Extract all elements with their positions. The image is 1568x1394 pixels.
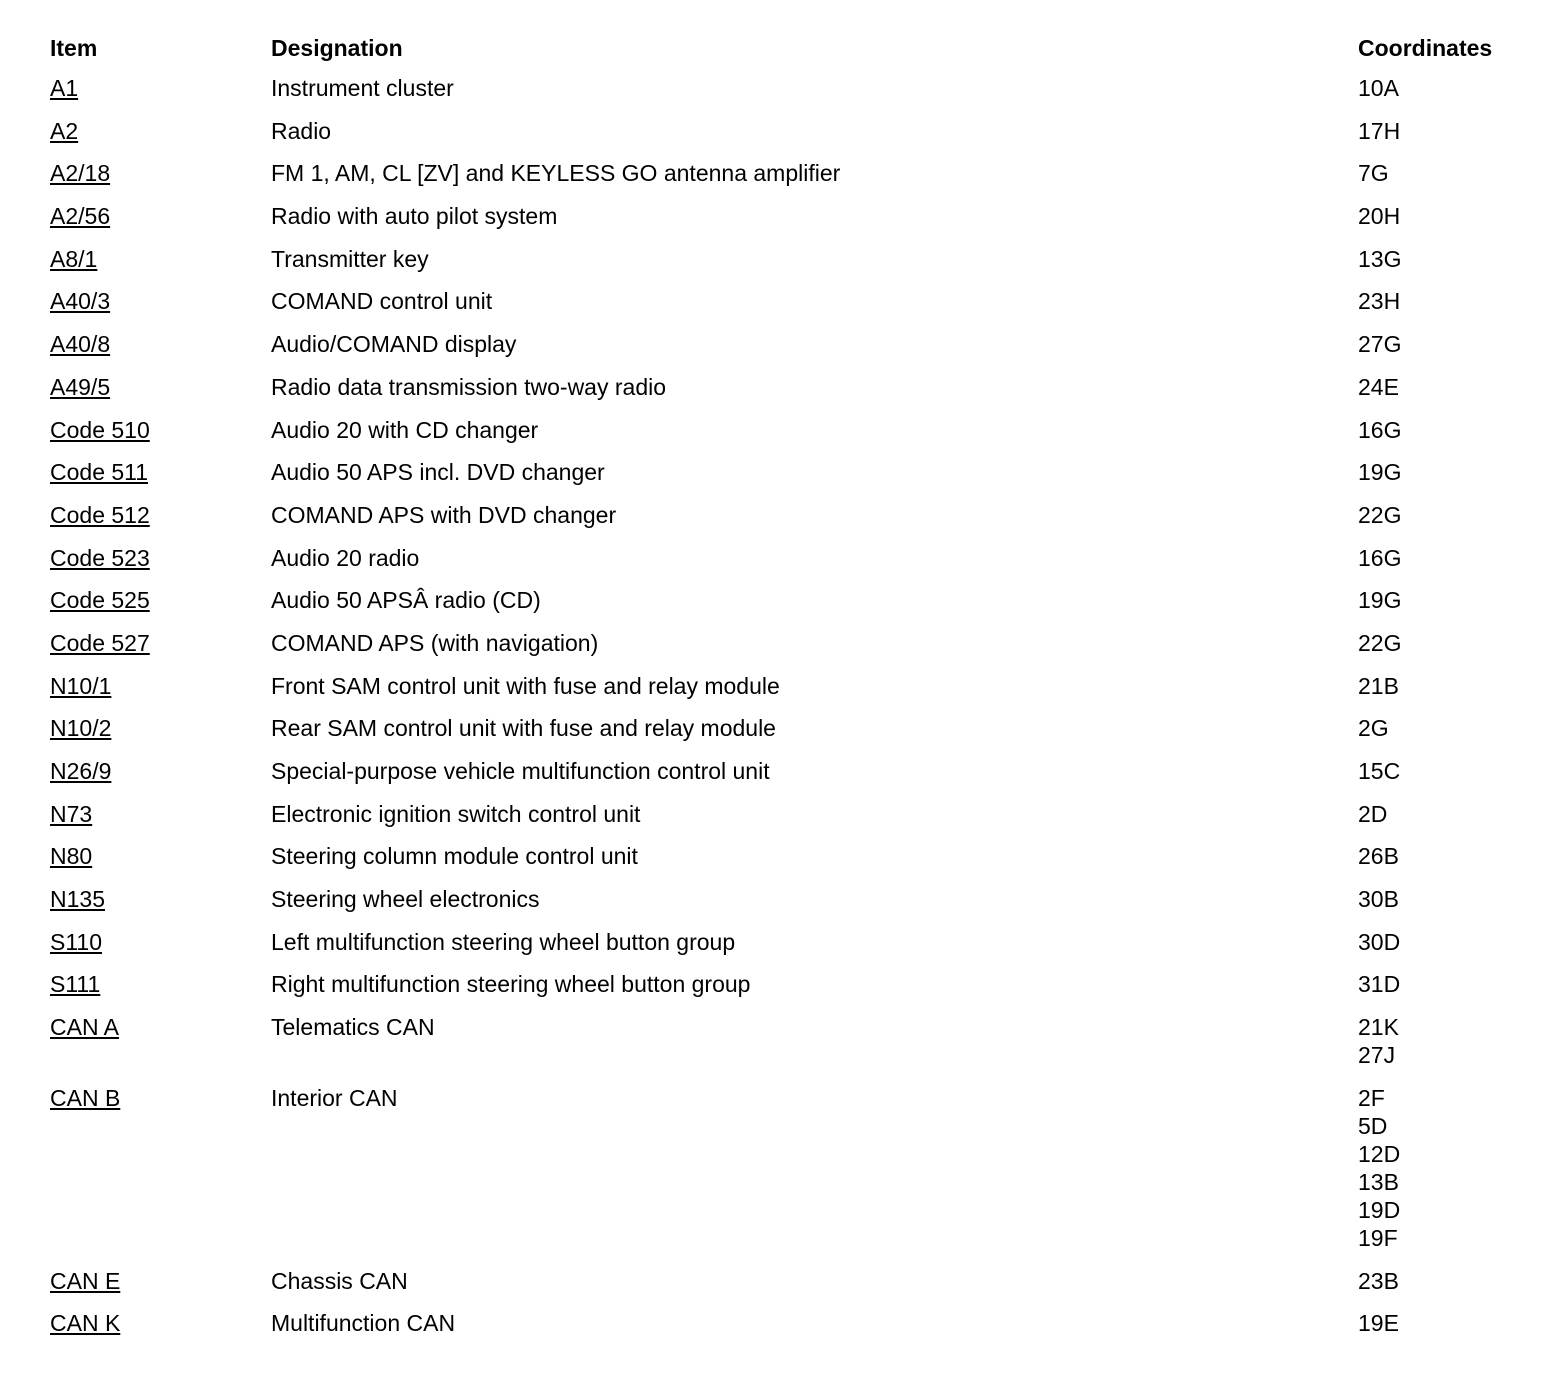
table-row: [50, 1009, 1550, 1080]
table-row: [50, 625, 1550, 668]
designation-cell: Audio 50 APS incl. DVD changer: [271, 459, 605, 486]
coordinate-value: 23H: [1358, 288, 1401, 315]
coordinates-cell: [1358, 800, 1550, 828]
item-cell: [50, 586, 271, 614]
table-row: [50, 1080, 1550, 1263]
item-link[interactable]: A49/5: [50, 373, 111, 400]
coordinate-value: 30B: [1358, 886, 1399, 913]
coordinates-cell: [1358, 586, 1550, 614]
designation-cell: Multifunction CAN: [271, 1310, 456, 1337]
table-row: [50, 582, 1550, 625]
designation-cell: Right multifunction steering wheel button group: [271, 971, 751, 998]
designation-cell: Radio with auto pilot system: [271, 203, 558, 230]
coordinate-value: 27J: [1358, 1042, 1396, 1069]
coordinates-cell: [1358, 842, 1550, 870]
coordinate-value: 19G: [1358, 459, 1402, 486]
coordinate-value: 27G: [1358, 331, 1402, 358]
designation-cell: COMAND APS with DVD changer: [271, 501, 617, 528]
item-cell: [50, 842, 271, 870]
item-link[interactable]: S110: [50, 928, 103, 955]
table-row: [50, 155, 1550, 198]
table-row: [50, 241, 1550, 284]
item-link[interactable]: S111: [50, 971, 101, 998]
coordinate-value: 31D: [1358, 971, 1401, 998]
coordinates-cell: [1358, 970, 1550, 998]
coordinates-cell: [1358, 757, 1550, 785]
coordinate-value: 15C: [1358, 758, 1401, 784]
designation-cell: Telematics CAN: [271, 1014, 435, 1041]
coordinates-cell: [1358, 245, 1550, 273]
designation-cell: Chassis CAN: [271, 1267, 408, 1294]
coordinates-cell: [1358, 629, 1550, 657]
coordinates-cell: [1358, 416, 1550, 444]
column-header-item: Item: [50, 35, 98, 61]
coordinates-cell: [1358, 501, 1550, 529]
coordinate-value: 22G: [1358, 629, 1402, 656]
table-row: [50, 753, 1550, 796]
coordinates-cell: [1358, 202, 1550, 230]
table-row: [50, 497, 1550, 540]
item-cell: [50, 757, 271, 785]
coordinates-cell: [1358, 1013, 1550, 1069]
item-cell: [50, 1084, 271, 1112]
item-cell: [50, 544, 271, 572]
designation-cell: Left multifunction steering wheel button group: [271, 928, 736, 955]
designation-cell: Audio 20 with CD changer: [271, 416, 539, 443]
item-cell: [50, 885, 271, 913]
table-row: [50, 796, 1550, 839]
item-link[interactable]: N80: [50, 843, 93, 870]
designation-cell: Interior CAN: [271, 1084, 398, 1111]
coordinate-value: 2D: [1358, 800, 1388, 827]
designation-cell: Audio/COMAND display: [271, 331, 517, 358]
coordinate-value: 16G: [1358, 416, 1402, 443]
coordinates-cell: [1358, 714, 1550, 742]
table-header: [50, 30, 1550, 70]
item-cell: [50, 245, 271, 273]
item-link[interactable]: N10/1: [50, 672, 112, 699]
coordinate-value: 20H: [1358, 203, 1401, 230]
table-row: [50, 113, 1550, 156]
designation-cell: Audio 50 APSÂ radio (CD): [271, 587, 541, 614]
item-link[interactable]: CAN K: [50, 1310, 121, 1337]
coordinate-value: 16G: [1358, 544, 1402, 571]
coordinates-cell: [1358, 330, 1550, 358]
table-row: [50, 540, 1550, 583]
coordinates-cell: [1358, 458, 1550, 486]
item-link[interactable]: Code 527: [50, 629, 150, 656]
coordinate-value: 13G: [1358, 245, 1402, 272]
item-link[interactable]: A2: [50, 117, 79, 144]
item-cell: [50, 373, 271, 401]
designation-cell: Electronic ignition switch control unit: [271, 800, 641, 827]
item-cell: [50, 672, 271, 700]
coordinate-value: 26B: [1358, 843, 1399, 870]
coordinate-value: 13B: [1358, 1168, 1399, 1195]
coordinates-cell: [1358, 1267, 1550, 1295]
coordinate-value: 23B: [1358, 1267, 1399, 1294]
item-cell: [50, 800, 271, 828]
coordinates-cell: [1358, 287, 1550, 315]
table-row: [50, 369, 1550, 412]
item-cell: [50, 714, 271, 742]
item-link[interactable]: A1: [50, 75, 79, 101]
table-row: [50, 326, 1550, 369]
coordinates-cell: [1358, 373, 1550, 401]
coordinates-cell: [1358, 885, 1550, 913]
designation-cell: COMAND APS (with navigation): [271, 629, 599, 656]
designation-cell: Radio: [271, 117, 332, 144]
component-legend-table: [50, 30, 1550, 1348]
coordinate-value: 19D: [1358, 1196, 1401, 1223]
item-link[interactable]: Code 512: [50, 501, 150, 528]
item-cell: [50, 74, 271, 102]
coordinate-value: 22G: [1358, 501, 1402, 528]
coordinate-value: 10A: [1358, 75, 1399, 101]
item-cell: [50, 928, 271, 956]
item-link[interactable]: CAN A: [50, 1014, 120, 1041]
item-cell: [50, 458, 271, 486]
table-row: [50, 1305, 1550, 1348]
table-row: [50, 838, 1550, 881]
item-link[interactable]: A2/18: [50, 160, 111, 187]
item-cell: [50, 117, 271, 145]
item-link[interactable]: N73: [50, 800, 93, 827]
item-cell: [50, 1013, 271, 1041]
item-cell: [50, 629, 271, 657]
item-link[interactable]: N10/2: [50, 715, 112, 742]
item-cell: [50, 202, 271, 230]
designation-cell: FM 1, AM, CL [ZV] and KEYLESS GO antenna amplifier: [271, 160, 841, 187]
coordinates-cell: [1358, 74, 1550, 102]
coordinate-value: 12D: [1358, 1140, 1401, 1167]
designation-cell: Audio 20 radio: [271, 544, 420, 571]
coordinate-value: 30D: [1358, 928, 1401, 955]
table-row: [50, 668, 1550, 711]
coordinate-value: 19G: [1358, 587, 1402, 614]
item-link[interactable]: CAN E: [50, 1267, 121, 1294]
item-link[interactable]: N135: [50, 886, 105, 913]
designation-cell: Transmitter key: [271, 245, 429, 272]
item-cell: [50, 1267, 271, 1295]
coordinate-value: 2G: [1358, 715, 1389, 742]
column-header-coordinates: Coordinates: [1358, 35, 1493, 61]
designation-cell: Radio data transmission two-way radio: [271, 373, 667, 400]
table-row: [50, 881, 1550, 924]
coordinates-cell: [1358, 544, 1550, 572]
coordinate-value: 21K: [1358, 1014, 1399, 1041]
item-cell: [50, 416, 271, 444]
table-row: [50, 1263, 1550, 1306]
table-body: [50, 70, 1550, 1348]
coordinates-cell: [1358, 928, 1550, 956]
item-cell: [50, 501, 271, 529]
designation-cell: Instrument cluster: [271, 75, 454, 101]
item-link[interactable]: Code 523: [50, 544, 150, 571]
coordinates-cell: [1358, 1309, 1550, 1337]
coordinate-value: 21B: [1358, 672, 1399, 699]
coordinate-value: 5D: [1358, 1112, 1388, 1139]
coordinate-value: 24E: [1358, 373, 1399, 400]
table-row: [50, 454, 1550, 497]
coordinate-value: 2F: [1358, 1084, 1385, 1111]
table-row: [50, 924, 1550, 967]
item-cell: [50, 330, 271, 358]
table-row: [50, 283, 1550, 326]
designation-cell: Steering column module control unit: [271, 843, 638, 870]
coordinates-cell: [1358, 1084, 1550, 1252]
designation-cell: Special-purpose vehicle multifunction control unit: [271, 758, 770, 784]
designation-cell: COMAND control unit: [271, 288, 493, 315]
column-header-designation: Designation: [271, 35, 403, 61]
designation-cell: Steering wheel electronics: [271, 886, 540, 913]
item-link[interactable]: Code 511: [50, 459, 149, 486]
item-link[interactable]: A40/8: [50, 331, 111, 358]
coordinate-value: 17H: [1358, 117, 1401, 144]
table-row: [50, 412, 1550, 455]
item-cell: [50, 1309, 271, 1337]
item-link[interactable]: A2/56: [50, 203, 111, 230]
item-link[interactable]: A40/3: [50, 288, 111, 315]
item-cell: [50, 159, 271, 187]
item-link[interactable]: N26/9: [50, 758, 112, 784]
item-link[interactable]: CAN B: [50, 1084, 121, 1111]
item-link[interactable]: Code 510: [50, 416, 150, 443]
coordinates-cell: [1358, 117, 1550, 145]
item-link[interactable]: A8/1: [50, 245, 98, 272]
table-row: [50, 198, 1550, 241]
item-cell: [50, 287, 271, 315]
coordinates-cell: [1358, 159, 1550, 187]
coordinate-value: 19F: [1358, 1224, 1398, 1251]
coordinate-value: 7G: [1358, 160, 1389, 187]
designation-cell: Front SAM control unit with fuse and relay module: [271, 672, 780, 699]
coordinate-value: 19E: [1358, 1310, 1399, 1337]
item-link[interactable]: Code 525: [50, 587, 150, 614]
coordinates-cell: [1358, 672, 1550, 700]
designation-cell: Rear SAM control unit with fuse and relay module: [271, 715, 776, 742]
table-row: [50, 710, 1550, 753]
item-cell: [50, 970, 271, 998]
table-row: [50, 966, 1550, 1009]
table-row: [50, 70, 1550, 113]
